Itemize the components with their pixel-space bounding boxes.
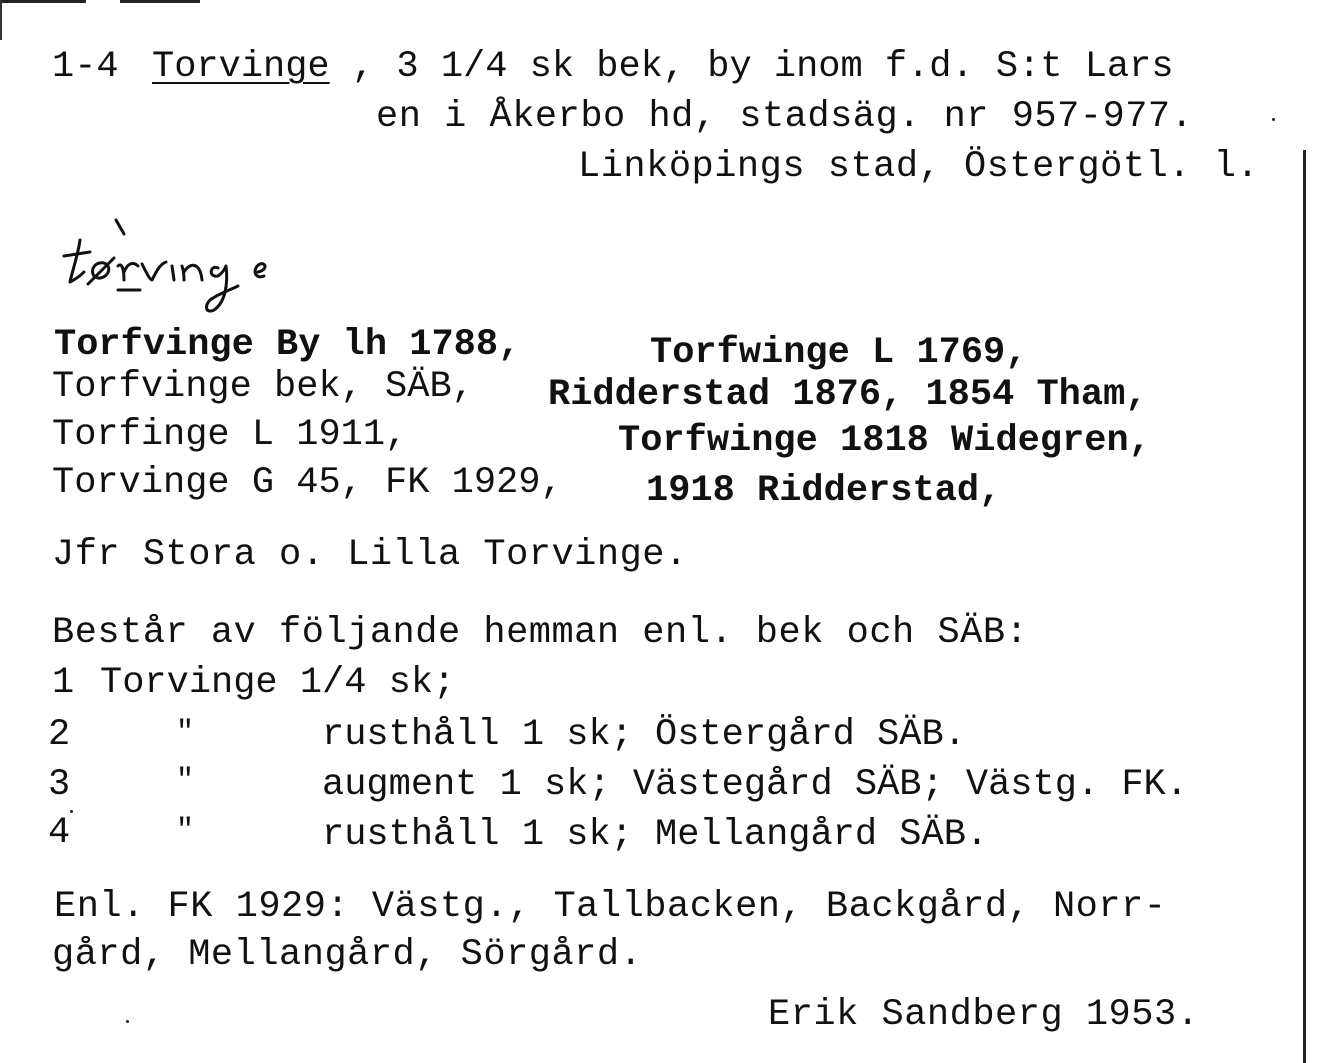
holding-text: augment 1 sk; Västegård SÄB; Västg. FK. xyxy=(322,764,1188,806)
holding-number: 4 xyxy=(48,812,71,854)
holding-number: 2 xyxy=(48,714,71,756)
form-torfinge-1911: Torfinge L 1911, xyxy=(52,414,408,456)
ditto-mark: " xyxy=(176,814,195,848)
handwritten-pronunciation-drawing xyxy=(58,210,358,320)
holding-text: rusthåll 1 sk; Mellangård SÄB. xyxy=(322,814,989,856)
ditto-mark: " xyxy=(176,716,195,750)
handwritten-pronunciation xyxy=(58,210,358,325)
top-edge-mark xyxy=(0,0,86,3)
holdings-intro: Består av följande hemman enl. bek och SÄB: xyxy=(52,612,1029,654)
heading-number: 1-4 xyxy=(52,46,119,88)
holding-text: Torvinge 1/4 sk; xyxy=(100,662,456,704)
scan-speck xyxy=(70,810,73,813)
form-torfwinge-1818: Torfwinge 1818 Widegren, xyxy=(618,420,1151,462)
form-ridderstad-1876: Ridderstad 1876, 1854 Tham, xyxy=(548,374,1148,416)
signature: Erik Sandberg 1953. xyxy=(768,994,1200,1036)
heading-municipality-line: Linköpings stad, Östergötl. l. xyxy=(578,146,1260,188)
form-torvinge-g45: Torvinge G 45, FK 1929, xyxy=(52,462,563,504)
right-edge-line xyxy=(1303,150,1306,1063)
left-edge-mark xyxy=(0,0,2,40)
form-ridderstad-1918: 1918 Ridderstad, xyxy=(646,470,1002,512)
cross-reference: Jfr Stora o. Lilla Torvinge. xyxy=(52,534,688,576)
top-edge-mark xyxy=(120,0,200,3)
form-torfwinge-1769: Torfwinge L 1769, xyxy=(650,332,1028,374)
scan-speck xyxy=(126,1020,129,1023)
fk-note-line1: Enl. FK 1929: Västg., Tallbacken, Backgård, Norr- xyxy=(54,886,1167,928)
holding-number: 1 xyxy=(52,662,75,704)
holding-text: rusthåll 1 sk; Östergård SÄB. xyxy=(322,714,966,756)
form-torfvinge-bek: Torfvinge bek, SÄB, xyxy=(52,366,474,408)
ditto-mark: " xyxy=(176,764,195,798)
heading-parish-line: en i Åkerbo hd, stadsäg. nr 957-977. xyxy=(376,96,1194,138)
heading-place-name: Torvinge xyxy=(152,46,330,88)
form-torfvinge-1788: Torfvinge By lh 1788, xyxy=(54,324,521,366)
scan-speck xyxy=(1272,118,1275,121)
fk-note-line2: gård, Mellangård, Sörgård. xyxy=(52,934,643,976)
holding-number: 3 xyxy=(48,764,71,806)
heading-description: , 3 1/4 sk bek, by inom f.d. S:t Lars xyxy=(352,46,1174,88)
